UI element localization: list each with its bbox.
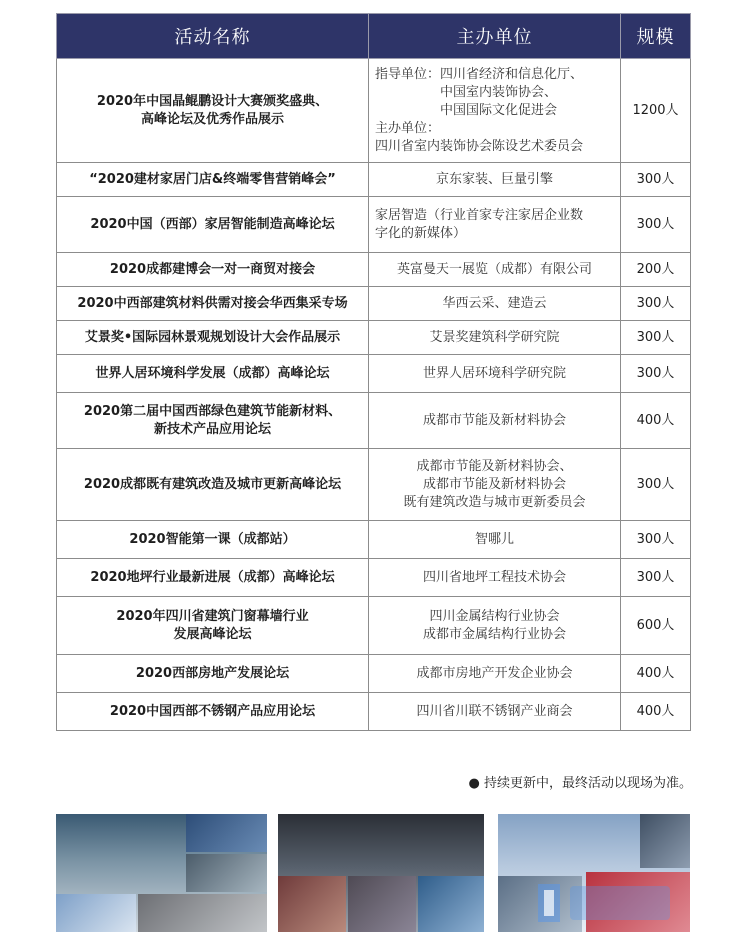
event-name-cell [57, 393, 369, 449]
organizer-cell [369, 559, 621, 597]
event-name-cell-line: 2020地坪行业最新进展（成都）高峰论坛 [90, 569, 335, 585]
event-name-cell [57, 287, 369, 321]
event-name-cell-line: 2020成都既有建筑改造及城市更新高峰论坛 [83, 476, 342, 492]
scale-cell: 600人 [621, 597, 691, 655]
scale-cell: 300人 [621, 355, 691, 393]
table-header-row [57, 14, 691, 59]
event-name-cell-line: 2020年中国晶鲲鹏设计大赛颁奖盛典、 [96, 93, 329, 109]
scale-cell: 200人 [621, 253, 691, 287]
organizer-cell-line: 成都市房地产开发企业协会 [416, 665, 573, 681]
event-name-cell-line: 发展高峰论坛 [173, 626, 252, 642]
event-name-cell-line: “2020建材家居门店&终端零售营销峰会” [89, 171, 336, 187]
scale-cell: 300人 [621, 449, 691, 521]
event-photo-collage-2 [278, 814, 484, 932]
organizer-cell-line: 成都市节能及新材料协会 [422, 412, 566, 428]
organizer-cell-line: 四川省室内装饰协会陈设艺术委员会 [375, 138, 584, 154]
organizer-cell [369, 197, 621, 253]
table-row [57, 163, 691, 197]
organizer-cell [369, 597, 621, 655]
scale-cell: 300人 [621, 559, 691, 597]
table-row [57, 655, 691, 693]
organizer-cell-line: 指导单位：四川省经济和信息化厅、 [375, 66, 584, 82]
organizer-cell [369, 253, 621, 287]
scale-cell: 1200人 [621, 59, 691, 163]
scale-cell: 400人 [621, 655, 691, 693]
event-name-cell-line: 新技术产品应用论坛 [153, 421, 271, 437]
organizer-cell [369, 163, 621, 197]
event-name-cell [57, 163, 369, 197]
event-name-cell [57, 59, 369, 163]
organizer-cell [369, 655, 621, 693]
event-name-cell [57, 559, 369, 597]
scale-cell: 400人 [621, 693, 691, 731]
event-name-cell-line: 2020中国（西部）家居智能制造高峰论坛 [90, 216, 335, 232]
watermark-logo [530, 872, 680, 932]
event-name-cell-line: 2020智能第一课（成都站） [129, 531, 296, 547]
organizer-cell-line: 世界人居环境科学研究院 [422, 365, 566, 381]
organizer-cell [369, 287, 621, 321]
event-name-cell-line: 世界人居环境科学发展（成都）高峰论坛 [95, 365, 330, 381]
table-row [57, 321, 691, 355]
scale-cell: 300人 [621, 321, 691, 355]
event-name-cell [57, 521, 369, 559]
events-table [56, 13, 691, 731]
organizer-cell-line: 智哪儿 [474, 531, 514, 547]
table-row [57, 253, 691, 287]
organizer-cell-line: 成都市节能及新材料协会 [422, 476, 566, 492]
organizer-cell-line: 中国国际文化促进会 [375, 102, 558, 118]
organizer-cell-line: 英富曼天一展览（成都）有限公司 [396, 261, 592, 277]
organizer-cell-line: 四川省地坪工程技术协会 [422, 569, 566, 585]
table-row [57, 559, 691, 597]
event-name-cell-line: 艾景奖•国际园林景观规划设计大会作品展示 [84, 329, 341, 345]
organizer-cell-line: 中国室内装饰协会、 [375, 84, 558, 100]
table-row [57, 597, 691, 655]
event-name-cell [57, 197, 369, 253]
update-note: ● 持续更新中，最终活动以现场为准。 [468, 776, 692, 791]
table-body [57, 59, 691, 731]
event-name-cell-line: 2020第二届中国西部绿色建筑节能新材料、 [83, 403, 342, 419]
organizer-cell-line: 家居智造（行业首家专注家居企业数 [375, 207, 584, 223]
event-name-cell [57, 693, 369, 731]
event-name-cell-line: 高峰论坛及优秀作品展示 [140, 111, 284, 127]
event-name-cell-line: 2020中国西部不锈钢产品应用论坛 [109, 703, 316, 719]
table-row [57, 521, 691, 559]
organizer-cell [369, 693, 621, 731]
event-name-cell [57, 253, 369, 287]
organizer-cell-line: 既有建筑改造与城市更新委员会 [403, 494, 586, 510]
table-row [57, 59, 691, 163]
event-name-cell [57, 449, 369, 521]
scale-cell: 300人 [621, 197, 691, 253]
organizer-cell [369, 321, 621, 355]
table-row [57, 355, 691, 393]
event-name-cell [57, 355, 369, 393]
event-photo-collage-1 [56, 814, 267, 932]
event-name-cell-line: 2020中西部建筑材料供需对接会华西集采专场 [77, 295, 348, 311]
organizer-cell [369, 449, 621, 521]
event-name-cell [57, 321, 369, 355]
scale-cell: 300人 [621, 521, 691, 559]
organizer-cell-line: 主办单位： [375, 120, 441, 136]
header-event-name: 活动名称 [57, 14, 369, 59]
event-name-cell [57, 655, 369, 693]
scale-cell: 400人 [621, 393, 691, 449]
organizer-cell [369, 355, 621, 393]
table-row [57, 693, 691, 731]
organizer-cell-line: 京东家装、巨量引擎 [435, 171, 553, 187]
table-row [57, 197, 691, 253]
event-name-cell-line: 2020成都建博会一对一商贸对接会 [109, 261, 316, 277]
organizer-cell-line: 成都市金属结构行业协会 [422, 626, 566, 642]
table-row [57, 449, 691, 521]
organizer-cell-line: 华西云采、建造云 [442, 295, 547, 311]
organizer-cell [369, 521, 621, 559]
organizer-cell-line: 艾景奖建筑科学研究院 [429, 329, 560, 345]
organizer-cell-line: 成都市节能及新材料协会、 [416, 458, 573, 474]
event-name-cell [57, 597, 369, 655]
organizer-cell-line: 四川金属结构行业协会 [429, 608, 560, 624]
organizer-cell [369, 59, 621, 163]
organizer-cell-line: 字化的新媒体） [375, 225, 467, 241]
header-organizer: 主办单位 [369, 14, 621, 59]
event-name-cell-line: 2020西部房地产发展论坛 [135, 665, 290, 681]
header-scale: 规模 [621, 14, 691, 59]
table-row [57, 287, 691, 321]
scale-cell: 300人 [621, 163, 691, 197]
organizer-cell [369, 393, 621, 449]
scale-cell: 300人 [621, 287, 691, 321]
table-row [57, 393, 691, 449]
event-name-cell-line: 2020年四川省建筑门窗幕墙行业 [116, 608, 309, 624]
organizer-cell-line: 四川省川联不锈钢产业商会 [416, 703, 573, 719]
